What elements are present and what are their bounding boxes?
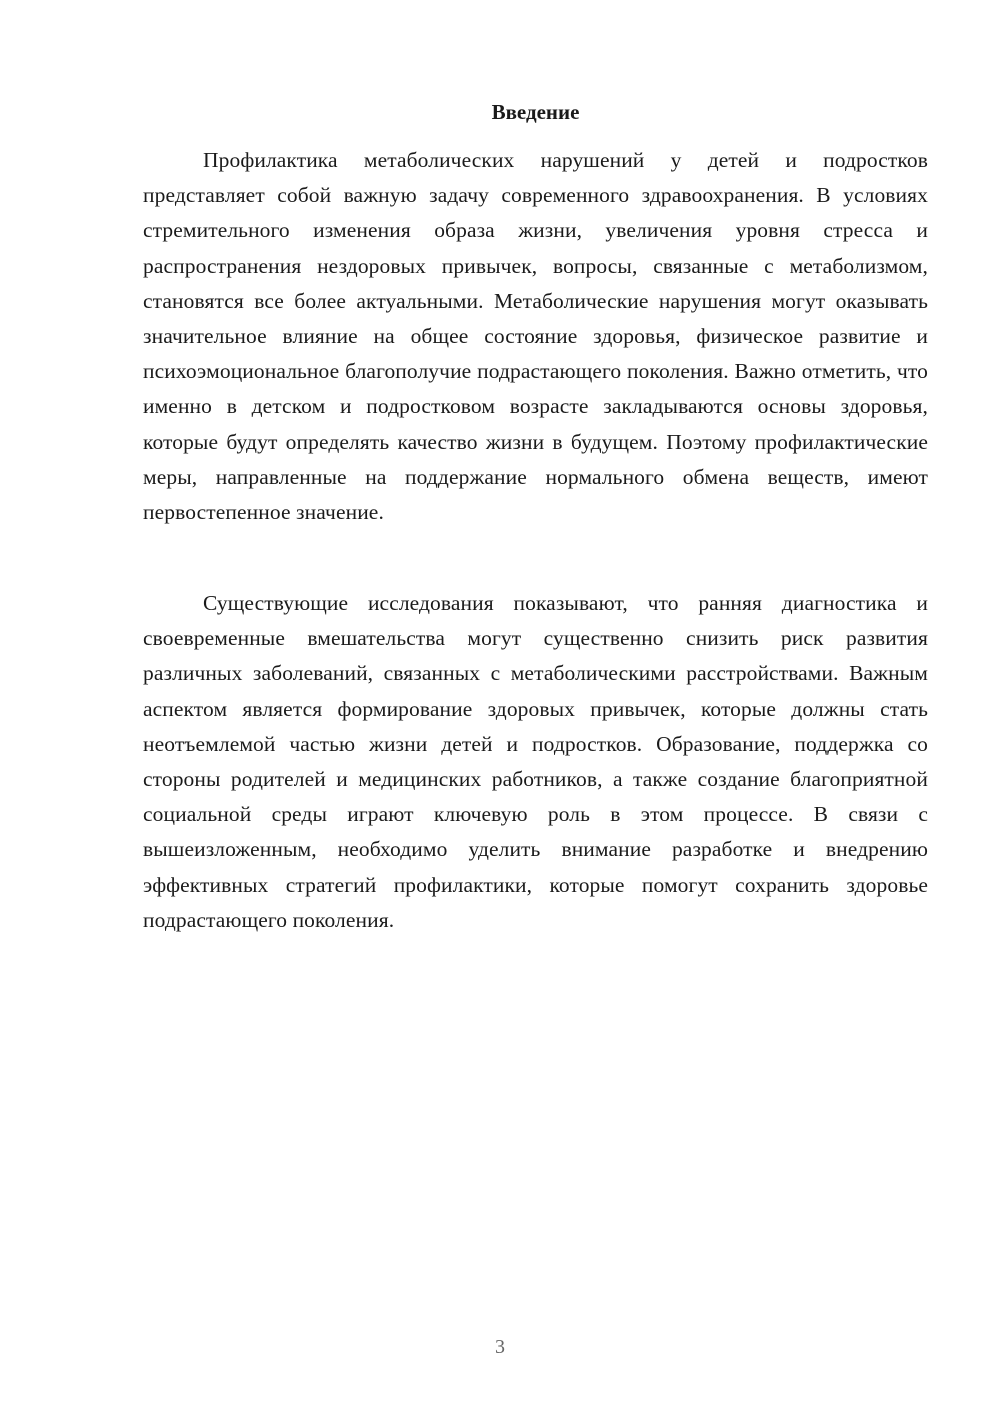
paragraph-intro: Профилактика метаболических нарушений у детей и подростков представляет собой важную задачу современного здравоохранения. В условиях стремительного изменения образа жизни, увеличения уровня стресса и распространения нездоровых привычек, вопросы, связанные с метаболизмом, становятся все более актуальными. Метаболические нарушения могут оказывать значительное влияние на общее состояние здоровья, физическое развитие и психоэмоциональное благополучие подрастающего поколения. Важно отметить, что именно в детском и подростковом возрасте закладываются основы здоровья, которые будут определять качество жизни в будущем. Поэтому профилактические меры, направленные на поддержание нормального обмена веществ, имеют первостепенное значение. — [143, 148, 928, 525]
paragraph-research: Существующие исследования показывают, что ранняя диагностика и своевременные вмешательства могут существенно снизить риск развития различных заболеваний, связанных с метаболическими расстройствами. Важным аспектом является формирование здоровых привычек, которые должны стать неотъемлемой частью жизни детей и подростков. Образование, поддержка со стороны родителей и медицинских работников, а также создание благоприятной социальной среды играют ключевую роль в этом процессе. В связи с вышеизложенным, необходимо уделить внимание разработке и внедрению эффективных стратегий профилактики, которые помогут сохранить здоровье подрастающего поколения. — [143, 591, 928, 932]
page-number: 3 — [495, 1336, 505, 1358]
section-heading: Введение — [491, 100, 580, 124]
